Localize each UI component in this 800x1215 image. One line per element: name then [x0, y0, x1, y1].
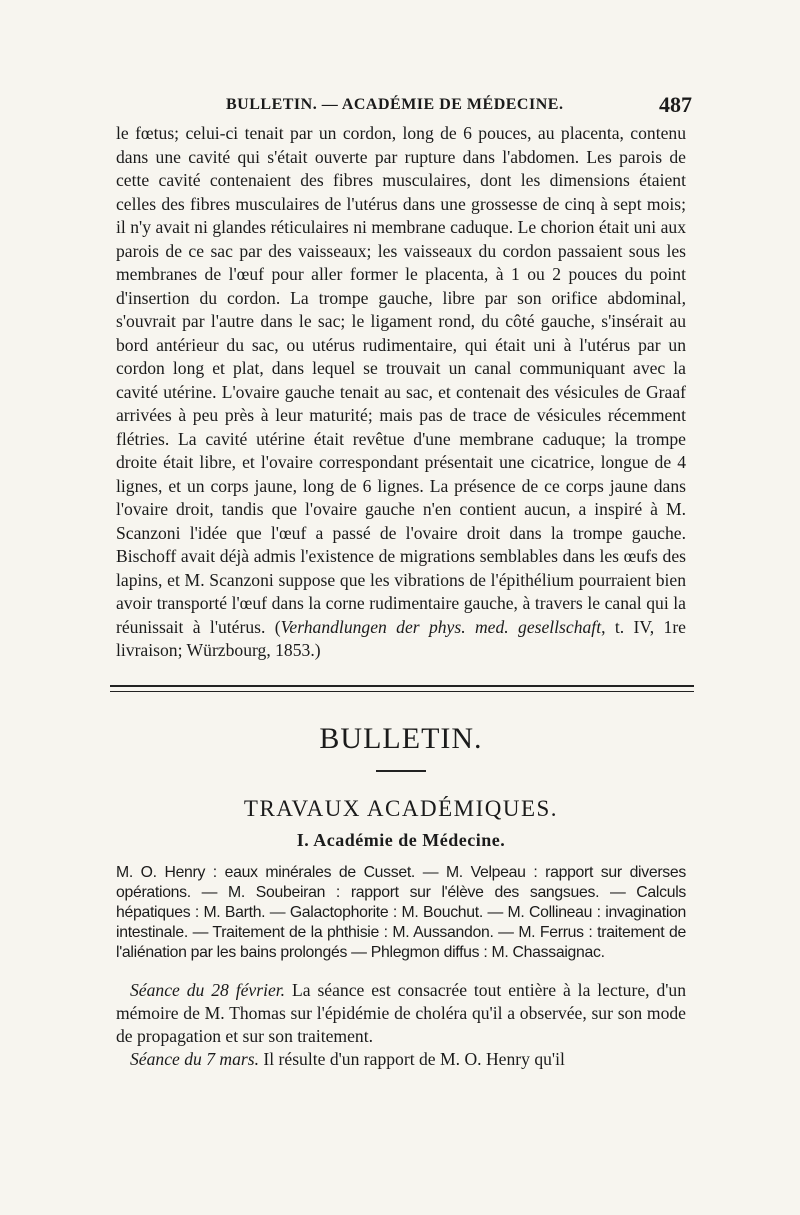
- session-text: Il résulte d'un rapport de M. O. Henry qu'il: [259, 1048, 565, 1069]
- document-page: [116, 92, 692, 1071]
- running-title: BULLETIN. — ACADÉMIE DE MÉDECINE.: [226, 96, 564, 113]
- running-head: [116, 92, 692, 122]
- citation-open: (: [274, 616, 281, 637]
- section-divider: [110, 685, 694, 692]
- subsection-title: TRAVAUX ACADÉMIQUES.: [243, 795, 559, 821]
- title-rule: [376, 770, 426, 772]
- session-text: La séance est consacrée tout entière à la lecture, d'un mémoire de M. Thomas sur l'épidémie de choléra qu'il a observée, sur son mode de propagation et sur son traitement.: [116, 979, 686, 1046]
- session-entry: [116, 1048, 686, 1071]
- section-title: BULLETIN.: [319, 721, 483, 755]
- session-entry: [116, 979, 686, 1048]
- session-summary: [116, 863, 686, 963]
- page-number: 487: [659, 92, 692, 117]
- session-reports: [116, 979, 686, 1071]
- body-paragraph: [116, 122, 686, 663]
- academy-heading: I. Académie de Médecine.: [296, 829, 506, 850]
- summary-text: M. O. Henry : eaux minérales de Cusset. — M. Velpeau : rapport sur diverses opérations. — M. Soubeiran : rapport sur l'élève des sangsues. — Calculs hépatiques : M. Barth. — Galactophorite : M. Bouchut. — M. Collineau : invagination intestinale. — Traitement de la phthisie : M. Aussandon. — M. Ferrus : traitement de l'aliénation par les bains prolongés — Phlegmon diffus : M. Chassaignac.: [116, 863, 686, 961]
- session-date: Séance du 7 mars.: [130, 1048, 259, 1069]
- body-text: le fœtus; celui-ci tenait par un cordon, long de 6 pouces, au placenta, contenu dans une cavité qui s'était ouverte par rupture dans l'abdomen. Les parois de cette cavité contenaient des fibres musculaires, dont les dimensions étaient celles des fibres musculaires de l'utérus dans une grossesse de cinq à sept mois; il n'y avait ni glandes réticulaires ni membrane caduque. Le chorion était uni aux parois de ce sac par des vaisseaux; les vaisseaux du cordon passaient sous les membranes de l'œuf pour aller former le placenta, à 1 ou 2 pouces du point d'insertion du cordon. La trompe gauche, libre par son orifice abdominal, s'ouvrait par l'autre dans le sac; le ligament rond, du côté gauche, s'insérait au bord antérieur du sac, ou utérus rudimentaire, qui était uni à l'utérus par un cordon long et plat, dans lequel se trouvait un canal communiquant avec la cavité utérine. L'ovaire gauche tenait au sac, et contenait des vésicules de Graaf arrivées à peu près à leur maturité; mais pas de trace de vésicules récemment flétries. La cavité utérine était revêtue d'une membrane caduque; la trompe droite était libre, et l'ovaire correspondant présentait une cicatrice, longue de 4 lignes, et un corps jaune, long de 6 lignes. La présence de ce corps jaune dans l'ovaire droit, tandis que l'ovaire gauche n'en contient aucun, a inspiré à M. Scanzoni l'idée que l'œuf a passé de l'ovaire droit dans la trompe gauche. Bischoff avait déjà admis l'existence de migrations semblables dans les œufs des lapins, et M. Scanzoni suppose que les vibrations de l'épithélium pourraient bien avoir transporté l'œuf dans la corne rudimentaire gauche, à travers le canal qui la réunissait à l'utérus.: [116, 123, 686, 637]
- citation-work: Verhandlungen der phys. med. gesellschaft: [280, 616, 602, 637]
- session-date: Séance du 28 février.: [130, 979, 286, 1000]
- citation-rest: , t. IV, 1re livraison; Würzbourg, 1853.): [116, 616, 686, 660]
